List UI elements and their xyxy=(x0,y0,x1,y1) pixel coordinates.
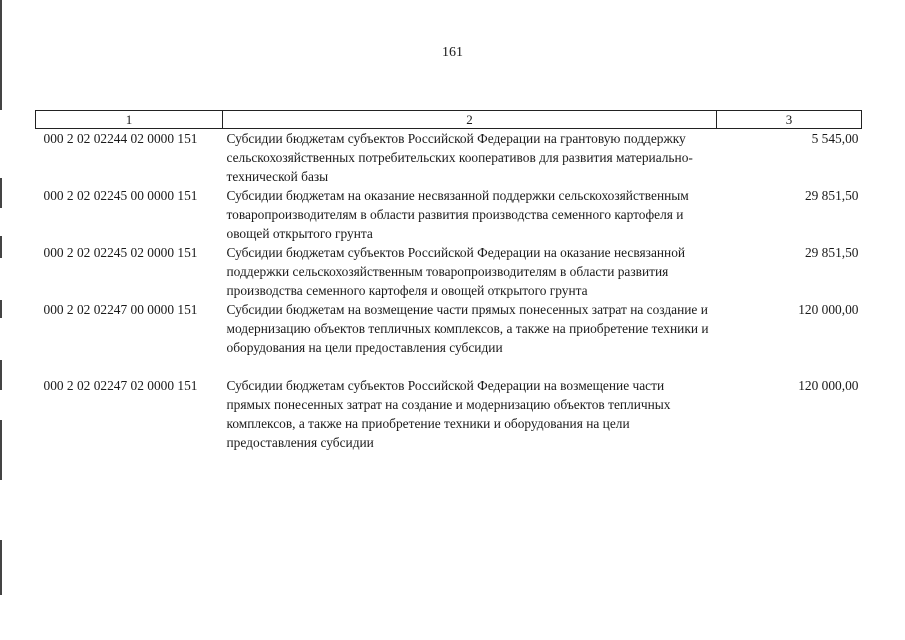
row-amount: 29 851,50 xyxy=(804,245,859,260)
scan-edge-mark xyxy=(0,178,2,208)
row-name: Субсидии бюджетам субъектов Российской Федерации на оказание несвязанной поддержки сельскохозяйственным товаропроизводителям в области развития производства семенного картофеля и овощей открытого грунта xyxy=(226,245,686,298)
page-number: 161 xyxy=(442,45,463,60)
row-name: Субсидии бюджетам на оказание несвязанной поддержки сельскохозяйственным товаропроизводителям в области развития производства семенного картофеля и овощей открытого грунта xyxy=(226,188,689,241)
scan-edge-mark xyxy=(0,540,2,595)
table-row xyxy=(36,300,862,376)
budget-table xyxy=(35,110,862,452)
row-name: Субсидии бюджетам субъектов Российской Федерации на грантовую поддержку сельскохозяйственных потребительских кооперативов для развития материально-технической базы xyxy=(226,131,693,184)
table-row xyxy=(36,129,862,187)
scan-edge-mark xyxy=(0,420,2,480)
scan-edge-mark xyxy=(0,300,2,318)
column-header-code: 1 xyxy=(36,111,223,129)
column-header-name: 2 xyxy=(223,111,717,129)
table-row xyxy=(36,186,862,243)
table-header-row xyxy=(36,111,862,129)
row-amount: 5 545,00 xyxy=(811,131,859,146)
row-code: 000 2 02 02247 00 0000 151 xyxy=(43,302,198,317)
row-name: Субсидии бюджетам на возмещение части прямых понесенных затрат на создание и модернизацию объектов тепличных комплексов, а также на приобретение техники и оборудования на цели предоставления субсидии xyxy=(226,302,709,355)
table-row xyxy=(36,376,862,452)
row-amount: 120 000,00 xyxy=(798,378,859,393)
table-row xyxy=(36,243,862,300)
row-code: 000 2 02 02245 02 0000 151 xyxy=(43,245,198,260)
row-amount: 120 000,00 xyxy=(798,302,859,317)
row-amount: 29 851,50 xyxy=(804,188,859,203)
scan-edge-mark xyxy=(0,236,2,258)
row-code: 000 2 02 02244 02 0000 151 xyxy=(43,131,198,146)
row-name: Субсидии бюджетам субъектов Российской Федерации на возмещение части прямых понесенных затрат на создание и модернизацию объектов тепличных комплексов, а также на приобретение техники и оборудования на цели предоставления субсидии xyxy=(226,378,671,450)
row-code: 000 2 02 02245 00 0000 151 xyxy=(43,188,198,203)
column-header-amount: 3 xyxy=(717,111,862,129)
row-code: 000 2 02 02247 02 0000 151 xyxy=(43,378,198,393)
scan-edge-mark xyxy=(0,360,2,390)
